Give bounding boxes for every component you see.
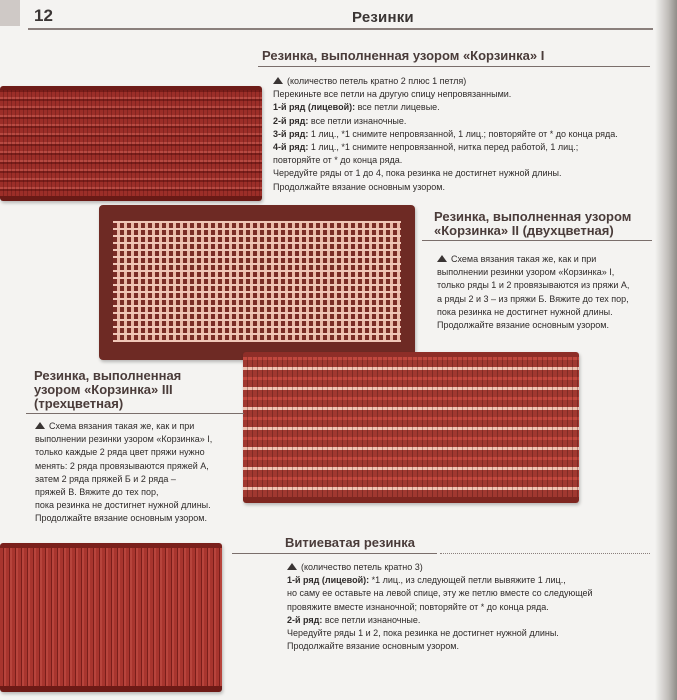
instr-line: 4-й ряд: 1 лиц., *1 снимите непровязанной, нитка перед работой, 1 лиц.;: [273, 142, 579, 153]
title-underline: [422, 240, 652, 241]
instr-line: пряжей В. Вяжите до тех пор,: [35, 487, 159, 498]
instr-line: выполнении резинки узором «Корзинка» I,: [437, 267, 615, 278]
instr-line: 3-й ряд: 1 лиц., *1 снимите непровязанной, 1 лиц.; повторяйте от * до конца ряда.: [273, 128, 618, 139]
instr-line: выполнении резинки узором «Корзинка» I,: [35, 434, 213, 445]
instr-line: повторяйте от * до конца ряда.: [273, 155, 403, 166]
instr-line: (количество петель кратно 2 плюс 1 петля): [273, 75, 673, 88]
running-header: Резинки: [352, 9, 414, 26]
instructions-twisted: [287, 561, 667, 653]
instr-line: только каждые 2 ряда цвет пряжи нужно: [35, 447, 205, 458]
instr-line: 1-й ряд (лицевой): *1 лиц., из следующей петли вывяжите 1 лиц.,: [287, 575, 566, 586]
section-title-basket-2: Резинка, выполненная узором «Корзинка» II (двухцветная): [434, 209, 632, 238]
knit-swatch-basket-1: [0, 86, 262, 201]
page-gutter-shadow: [655, 0, 677, 700]
instr-line: 1-й ряд (лицевой): все петли лицевые.: [273, 102, 440, 113]
section-title-twisted: Витиеватая резинка: [285, 535, 416, 550]
instr-line: Продолжайте вязание основным узором.: [273, 181, 445, 192]
triangle-icon: [273, 77, 283, 84]
instr-line: Продолжайте вязание основным узором.: [35, 513, 207, 524]
instr-line: Перекиньте все петли на другую спицу непровязанными.: [273, 89, 512, 100]
instr-line: менять: 2 ряда провязываются пряжей А,: [35, 460, 209, 471]
page-number: 12: [34, 6, 53, 25]
instructions-basket-1: [273, 75, 673, 194]
instr-line: Схема вязания такая же, как и при: [35, 420, 260, 433]
instr-line: провяжите вместе изнаночной; повторяйте от * до конца ряда.: [287, 601, 549, 612]
instructions-basket-3: [35, 420, 260, 526]
triangle-icon: [35, 422, 45, 429]
triangle-icon: [437, 255, 447, 262]
instr-line: Схема вязания такая же, как и при: [437, 253, 667, 266]
instr-line: Чередуйте ряды от 1 до 4, пока резинка не достигнет нужной длины.: [273, 168, 562, 179]
instr-line: Чередуйте ряды 1 и 2, пока резинка не достигнет нужной длины.: [287, 628, 559, 639]
instr-line: только ряды 1 и 2 провязываются из пряжи А,: [437, 280, 630, 291]
instr-line: Продолжайте вязание основным узором.: [437, 320, 609, 331]
title-underline: [232, 553, 437, 554]
instructions-basket-2: [437, 253, 667, 332]
triangle-icon: [287, 563, 297, 570]
instr-line: но саму ее оставьте на левой спице, эту же петлю вместе со следующей: [287, 588, 593, 599]
header-rule: [28, 28, 653, 30]
section-title-basket-3: Резинка, выполненная узором «Корзинка» III (трехцветная): [34, 368, 182, 411]
dotted-rule: [440, 553, 650, 554]
knit-swatch-basket-2: [99, 205, 415, 360]
title-underline: [258, 66, 650, 67]
instr-line: пока резинка не достигнет нужной длины.: [35, 500, 211, 511]
instr-line: 2-й ряд: все петли изнаночные.: [273, 115, 407, 126]
knit-swatch-basket-3: [243, 352, 579, 503]
instr-line: 2-й ряд: все петли изнаночные.: [287, 614, 421, 625]
instr-line: пока резинка не достигнет нужной длины.: [437, 306, 613, 317]
instr-line: (количество петель кратно 3): [287, 561, 667, 574]
instr-line: Продолжайте вязание основным узором.: [287, 641, 459, 652]
section-title-basket-1: Резинка, выполненная узором «Корзинка» I: [262, 48, 545, 63]
instr-line: а ряды 2 и 3 – из пряжи Б. Вяжите до тех пор,: [437, 293, 629, 304]
instr-line: затем 2 ряда пряжей Б и 2 ряда –: [35, 473, 176, 484]
knit-swatch-twisted: [0, 543, 222, 692]
page-edge-tab: [0, 0, 20, 26]
title-underline: [26, 413, 244, 414]
